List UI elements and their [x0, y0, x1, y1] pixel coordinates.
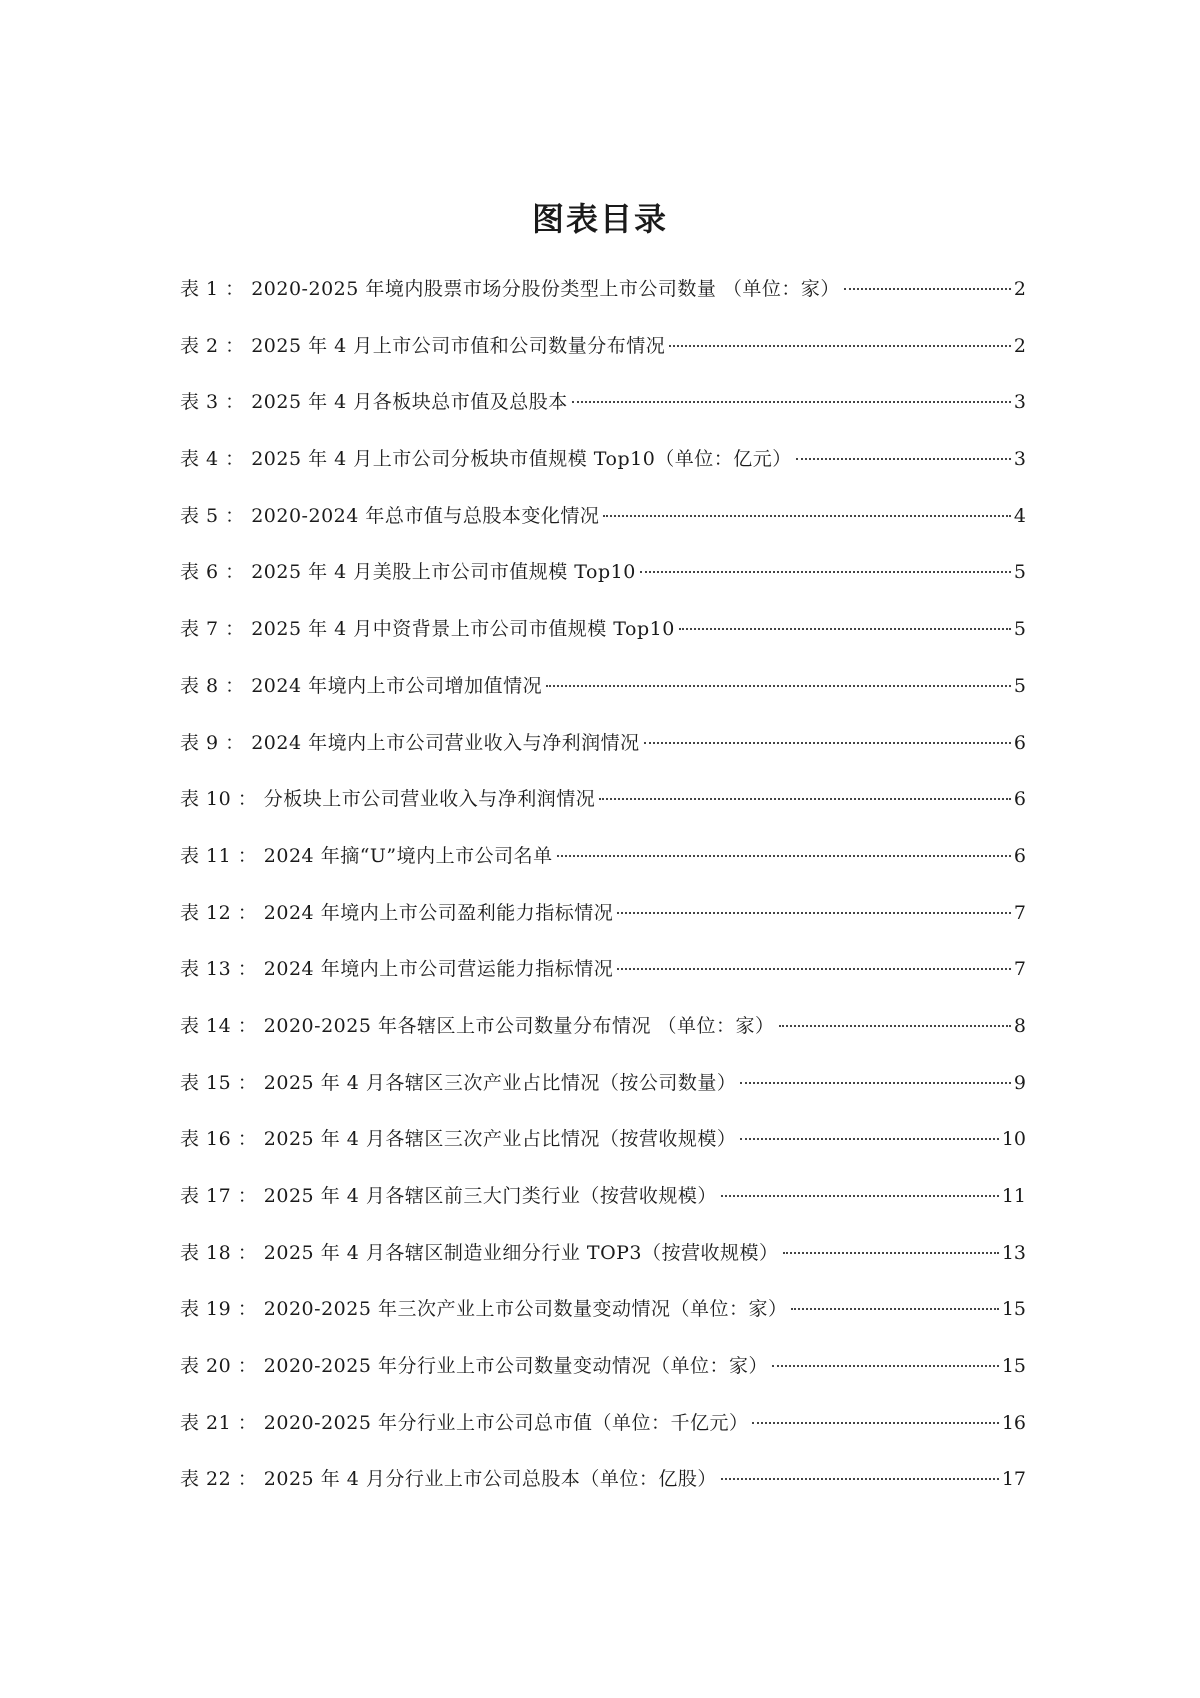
toc-dot-leader [721, 1478, 999, 1480]
toc-dot-leader [752, 1422, 998, 1424]
toc-entry-label: 表 5 ： 2020-2024 年总市值与总股本变化情况 [180, 504, 600, 527]
toc-dot-leader [844, 288, 1011, 290]
toc-entry-page-number: 7 [1013, 958, 1026, 981]
toc-dot-leader [617, 968, 1011, 970]
toc-dot-leader [644, 742, 1011, 744]
toc-entry[interactable] [180, 844, 1026, 901]
toc-entry-label: 表 12 ： 2024 年境内上市公司盈利能力指标情况 [180, 901, 614, 924]
toc-entry[interactable] [180, 617, 1026, 674]
toc-entry-page-number: 5 [1013, 561, 1026, 584]
toc-dot-leader [603, 515, 1011, 517]
toc-entry-label: 表 17 ： 2025 年 4 月各辖区前三大门类行业（按营收规模） [180, 1185, 717, 1207]
toc-entry-page-number: 6 [1013, 731, 1026, 754]
toc-entry[interactable] [180, 957, 1026, 1014]
toc-entry-page-number: 3 [1013, 448, 1026, 471]
table-of-contents [180, 277, 1026, 1524]
toc-entry-label: 表 8 ： 2024 年境内上市公司增加值情况 [180, 674, 543, 697]
toc-dot-leader [796, 458, 1011, 460]
toc-entry[interactable] [180, 1184, 1026, 1241]
toc-entry-page-number: 5 [1013, 674, 1026, 697]
toc-dot-leader [721, 1195, 999, 1197]
toc-entry[interactable] [180, 1467, 1026, 1524]
toc-entry-page-number: 15 [1001, 1298, 1026, 1321]
toc-dot-leader [546, 685, 1011, 687]
toc-entry[interactable] [180, 447, 1026, 504]
toc-entry-page-number: 5 [1013, 618, 1026, 641]
toc-entry[interactable] [180, 334, 1026, 391]
toc-dot-leader [779, 1025, 1011, 1027]
toc-entry[interactable] [180, 1071, 1026, 1128]
toc-dot-leader [640, 571, 1011, 573]
toc-entry-page-number: 4 [1013, 504, 1026, 527]
toc-entry-page-number: 13 [1001, 1241, 1026, 1264]
toc-entry-label: 表 16 ： 2025 年 4 月各辖区三次产业占比情况（按营收规模） [180, 1128, 737, 1151]
toc-entry-page-number: 9 [1013, 1071, 1026, 1094]
toc-entry-label: 表 14 ： 2020-2025 年各辖区上市公司数量分布情况 （单位：家） [180, 1014, 775, 1037]
toc-entry-label: 表 9 ： 2024 年境内上市公司营业收入与净利润情况 [180, 731, 640, 754]
toc-entry[interactable] [180, 560, 1026, 617]
toc-entry-label: 表 1 ： 2020-2025 年境内股票市场分股份类型上市公司数量 （单位：家） [180, 278, 840, 300]
toc-entry-page-number: 15 [1001, 1355, 1026, 1378]
toc-dot-leader [791, 1308, 998, 1310]
toc-entry[interactable] [180, 504, 1026, 561]
toc-entry-page-number: 10 [1001, 1128, 1026, 1151]
toc-entry-label: 表 18 ： 2025 年 4 月各辖区制造业细分行业 TOP3（按营收规模） [180, 1241, 779, 1264]
toc-entry-label: 表 19 ： 2020-2025 年三次产业上市公司数量变动情况（单位：家） [180, 1298, 788, 1321]
toc-entry-label: 表 10 ： 分板块上市公司营业收入与净利润情况 [180, 788, 596, 811]
toc-dot-leader [669, 345, 1011, 347]
toc-entry[interactable] [180, 1297, 1026, 1354]
toc-entry-label: 表 4 ： 2025 年 4 月上市公司分板块市值规模 Top10（单位：亿元） [180, 448, 792, 471]
toc-entry-page-number: 3 [1013, 391, 1026, 414]
toc-dot-leader [557, 855, 1011, 857]
toc-entry[interactable] [180, 277, 1026, 334]
toc-entry-page-number: 11 [1001, 1185, 1026, 1207]
toc-entry-page-number: 8 [1013, 1014, 1026, 1037]
toc-dot-leader [783, 1252, 999, 1254]
toc-entry-label: 表 22 ： 2025 年 4 月分行业上市公司总股本（单位：亿股） [180, 1468, 717, 1491]
toc-entry[interactable] [180, 390, 1026, 447]
toc-entry-label: 表 20 ： 2020-2025 年分行业上市公司数量变动情况（单位：家） [180, 1355, 768, 1378]
toc-dot-leader [617, 912, 1011, 914]
toc-entry[interactable] [180, 731, 1026, 788]
toc-dot-leader [740, 1082, 1011, 1084]
toc-entry-page-number: 6 [1013, 844, 1026, 867]
toc-dot-leader [740, 1138, 998, 1140]
toc-dot-leader [772, 1365, 999, 1367]
toc-entry[interactable] [180, 787, 1026, 844]
toc-dot-leader [572, 401, 1011, 403]
toc-entry-label: 表 15 ： 2025 年 4 月各辖区三次产业占比情况（按公司数量） [180, 1071, 737, 1094]
toc-entry-label: 表 2 ： 2025 年 4 月上市公司市值和公司数量分布情况 [180, 334, 666, 357]
toc-entry-page-number: 17 [1001, 1468, 1026, 1491]
toc-entry-label: 表 11 ： 2024 年摘“U”境内上市公司名单 [180, 844, 553, 867]
toc-entry-page-number: 7 [1013, 901, 1026, 924]
toc-entry[interactable] [180, 1014, 1026, 1071]
toc-entry[interactable] [180, 1241, 1026, 1298]
toc-entry[interactable] [180, 901, 1026, 958]
toc-entry[interactable] [180, 1127, 1026, 1184]
toc-entry[interactable] [180, 674, 1026, 731]
toc-entry-label: 表 21 ： 2020-2025 年分行业上市公司总市值（单位：千亿元） [180, 1411, 749, 1434]
toc-entry-page-number: 2 [1013, 278, 1026, 300]
toc-entry-label: 表 3 ： 2025 年 4 月各板块总市值及总股本 [180, 391, 568, 414]
toc-entry-page-number: 2 [1013, 334, 1026, 357]
toc-dot-leader [599, 798, 1011, 800]
toc-entry-page-number: 6 [1013, 788, 1026, 811]
toc-entry[interactable] [180, 1411, 1026, 1468]
page-title: 图表目录 [531, 200, 668, 239]
toc-entry-label: 表 6 ： 2025 年 4 月美股上市公司市值规模 Top10 [180, 561, 636, 584]
toc-entry-label: 表 7 ： 2025 年 4 月中资背景上市公司市值规模 Top10 [180, 618, 675, 641]
toc-entry-page-number: 16 [1001, 1411, 1026, 1434]
toc-entry[interactable] [180, 1354, 1026, 1411]
toc-dot-leader [679, 628, 1011, 630]
toc-entry-label: 表 13 ： 2024 年境内上市公司营运能力指标情况 [180, 958, 614, 981]
